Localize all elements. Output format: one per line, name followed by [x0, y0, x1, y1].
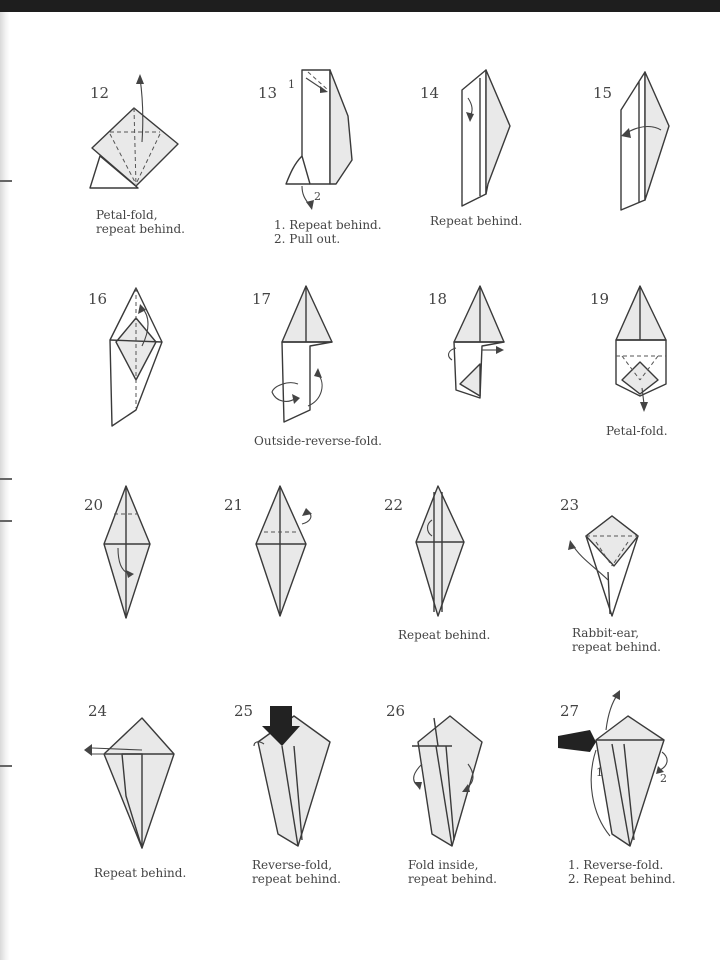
fold-diagram-12	[80, 72, 220, 212]
fold-diagram-21	[220, 484, 350, 634]
fold-diagram-17	[248, 280, 398, 430]
fold-diagram-23	[556, 484, 696, 634]
step-17	[248, 280, 398, 450]
step-number: 21	[224, 496, 244, 514]
step-20	[78, 484, 198, 634]
margin-tick	[0, 520, 12, 522]
step-number: 26	[386, 702, 406, 720]
step-27	[548, 690, 708, 890]
step-12	[80, 72, 220, 242]
step-caption: Rabbit-ear, repeat behind.	[572, 626, 661, 654]
fold-diagram-20	[78, 484, 198, 634]
step-13	[250, 60, 400, 250]
step-19	[582, 280, 712, 450]
fold-diagram-24	[82, 700, 212, 860]
step-number: 19	[590, 290, 610, 308]
step-23	[556, 484, 696, 664]
step-number: 24	[88, 702, 108, 720]
step-number: 22	[384, 496, 404, 514]
fold-diagram-26	[382, 700, 522, 860]
step-number: 18	[428, 290, 448, 308]
callout-mark: 1	[288, 78, 295, 91]
fold-diagram-15	[585, 70, 705, 220]
fold-diagram-22	[380, 484, 510, 634]
step-caption: Petal-fold, repeat behind.	[96, 208, 185, 236]
step-22	[380, 484, 510, 654]
callout-mark: 2	[314, 190, 321, 203]
margin-tick	[0, 180, 12, 182]
fold-diagram-13	[250, 60, 400, 220]
fold-diagram-18	[420, 280, 550, 410]
step-caption: Repeat behind.	[398, 628, 491, 642]
step-number: 20	[84, 496, 104, 514]
fold-diagram-14	[410, 70, 550, 220]
step-25	[232, 700, 372, 890]
step-16	[80, 280, 220, 440]
step-number: 12	[90, 84, 110, 102]
step-caption: Outside-reverse-fold.	[254, 434, 382, 448]
step-caption: 1. Reverse-fold. 2. Repeat behind.	[568, 858, 676, 886]
step-number: 16	[88, 290, 108, 308]
callout-mark: 1	[596, 766, 603, 779]
fold-diagram-16	[80, 280, 220, 430]
fold-diagram-19	[582, 280, 712, 420]
step-caption: Petal-fold.	[606, 424, 668, 438]
step-24	[82, 700, 212, 890]
step-caption: Reverse-fold, repeat behind.	[252, 858, 341, 886]
step-21	[220, 484, 350, 634]
step-number: 25	[234, 702, 254, 720]
margin-tick	[0, 478, 12, 480]
callout-mark: 2	[660, 772, 667, 785]
step-caption: Repeat behind.	[430, 214, 523, 228]
step-caption: Repeat behind.	[94, 866, 187, 880]
step-number: 14	[420, 84, 440, 102]
step-18	[420, 280, 550, 420]
step-number: 15	[593, 84, 613, 102]
page-left-shadow	[0, 12, 10, 960]
fold-diagram-27	[548, 690, 708, 860]
step-14	[410, 70, 550, 240]
step-number: 13	[258, 84, 278, 102]
step-caption: 1. Repeat behind. 2. Pull out.	[274, 218, 382, 246]
step-caption: Fold inside, repeat behind.	[408, 858, 497, 886]
top-dark-border	[0, 0, 720, 12]
fold-diagram-25	[232, 700, 372, 860]
step-26	[382, 700, 522, 890]
step-number: 17	[252, 290, 272, 308]
margin-tick	[0, 765, 12, 767]
step-number: 23	[560, 496, 580, 514]
step-15	[585, 70, 705, 230]
step-number: 27	[560, 702, 580, 720]
